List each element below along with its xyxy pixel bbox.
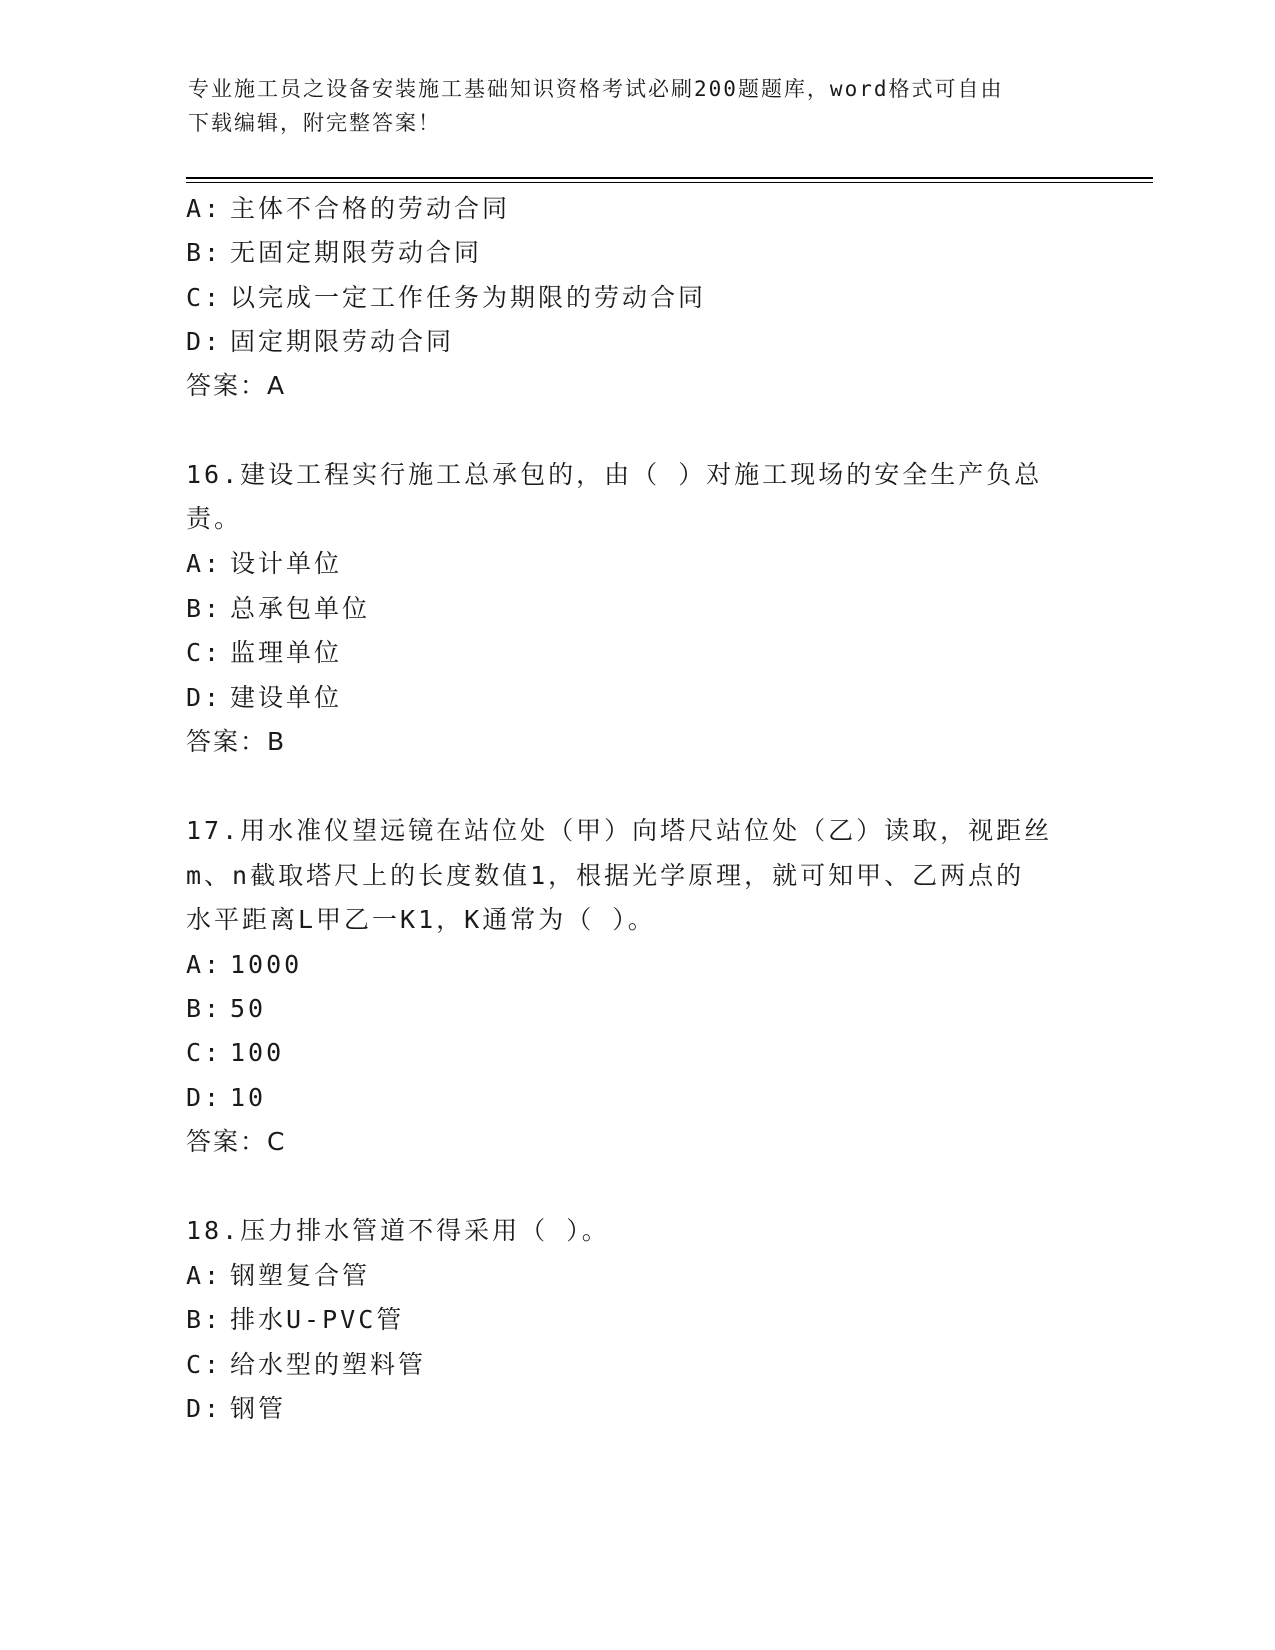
q16-option-b bbox=[186, 593, 370, 625]
option-text: 1000 bbox=[230, 950, 303, 979]
header-divider-thick bbox=[186, 177, 1153, 179]
q18-option-c bbox=[186, 1349, 426, 1381]
option-text: 设计单位 bbox=[230, 549, 343, 578]
q16-option-c bbox=[186, 637, 342, 669]
q18-option-b bbox=[186, 1304, 404, 1336]
option-label: B: bbox=[186, 994, 223, 1023]
q17-stem-line-1: 17.用水准仪望远镜在站位处（甲）向塔尺站位处（乙）读取，视距丝 bbox=[186, 816, 1053, 845]
option-text: 钢管 bbox=[230, 1394, 287, 1423]
option-label: A: bbox=[186, 194, 223, 223]
q15-option-d bbox=[186, 326, 454, 358]
q17-option-b bbox=[186, 993, 266, 1025]
option-text: 10 bbox=[230, 1083, 267, 1112]
option-text: 主体不合格的劳动合同 bbox=[230, 194, 511, 223]
header-divider-thin bbox=[186, 182, 1153, 183]
option-text: 100 bbox=[230, 1038, 285, 1067]
q17-option-a bbox=[186, 949, 302, 981]
q17-option-d bbox=[186, 1082, 266, 1114]
option-label: D: bbox=[186, 1394, 223, 1423]
option-text: 给水型的塑料管 bbox=[230, 1350, 427, 1379]
option-label: D: bbox=[186, 683, 223, 712]
header-line-2: 下载编辑，附完整答案！ bbox=[188, 111, 441, 135]
option-label: C: bbox=[186, 1038, 223, 1067]
header-line-1: 专业施工员之设备安装施工基础知识资格考试必刷200题题库，word格式可自由 bbox=[188, 77, 1004, 101]
q17-stem-line-3: 水平距离L甲乙一K1，K通常为（ ）。 bbox=[186, 905, 656, 934]
option-text: 无固定期限劳动合同 bbox=[230, 238, 483, 267]
option-text: 以完成一定工作任务为期限的劳动合同 bbox=[230, 283, 707, 312]
q15-answer: 答案：A bbox=[186, 371, 287, 400]
option-text: 固定期限劳动合同 bbox=[230, 327, 455, 356]
option-label: A: bbox=[186, 1261, 223, 1290]
q15-option-b bbox=[186, 237, 482, 269]
q17-stem-line-2: m、n截取塔尺上的长度数值1，根据光学原理，就可知甲、乙两点的 bbox=[186, 861, 1025, 890]
q16-stem-line-1: 16.建设工程实行施工总承包的，由（ ）对施工现场的安全生产负总 bbox=[186, 460, 1043, 489]
option-label: B: bbox=[186, 238, 223, 267]
q16-stem-line-2: 责。 bbox=[186, 504, 243, 533]
option-label: C: bbox=[186, 1350, 223, 1379]
q18-option-a bbox=[186, 1260, 370, 1292]
option-label: B: bbox=[186, 594, 223, 623]
option-label: C: bbox=[186, 283, 223, 312]
document-header bbox=[188, 72, 1088, 140]
q16-answer: 答案：B bbox=[186, 727, 287, 756]
option-label: B: bbox=[186, 1305, 223, 1334]
q15-option-c bbox=[186, 282, 706, 314]
option-text: 排水U-PVC管 bbox=[230, 1305, 405, 1334]
option-text: 钢塑复合管 bbox=[230, 1261, 371, 1290]
q18-option-d bbox=[186, 1393, 286, 1425]
option-text: 50 bbox=[230, 994, 267, 1023]
q15-option-a bbox=[186, 193, 510, 225]
option-label: D: bbox=[186, 327, 223, 356]
q17-answer: 答案：C bbox=[186, 1127, 287, 1156]
q16-option-d bbox=[186, 682, 342, 714]
option-label: A: bbox=[186, 950, 223, 979]
q17-option-c bbox=[186, 1037, 284, 1069]
q16-option-a bbox=[186, 548, 342, 580]
option-text: 监理单位 bbox=[230, 638, 343, 667]
q18-stem-line-1: 18.压力排水管道不得采用（ ）。 bbox=[186, 1216, 610, 1245]
option-label: A: bbox=[186, 549, 223, 578]
option-text: 总承包单位 bbox=[230, 594, 371, 623]
option-text: 建设单位 bbox=[230, 683, 343, 712]
option-label: D: bbox=[186, 1083, 223, 1112]
option-label: C: bbox=[186, 638, 223, 667]
